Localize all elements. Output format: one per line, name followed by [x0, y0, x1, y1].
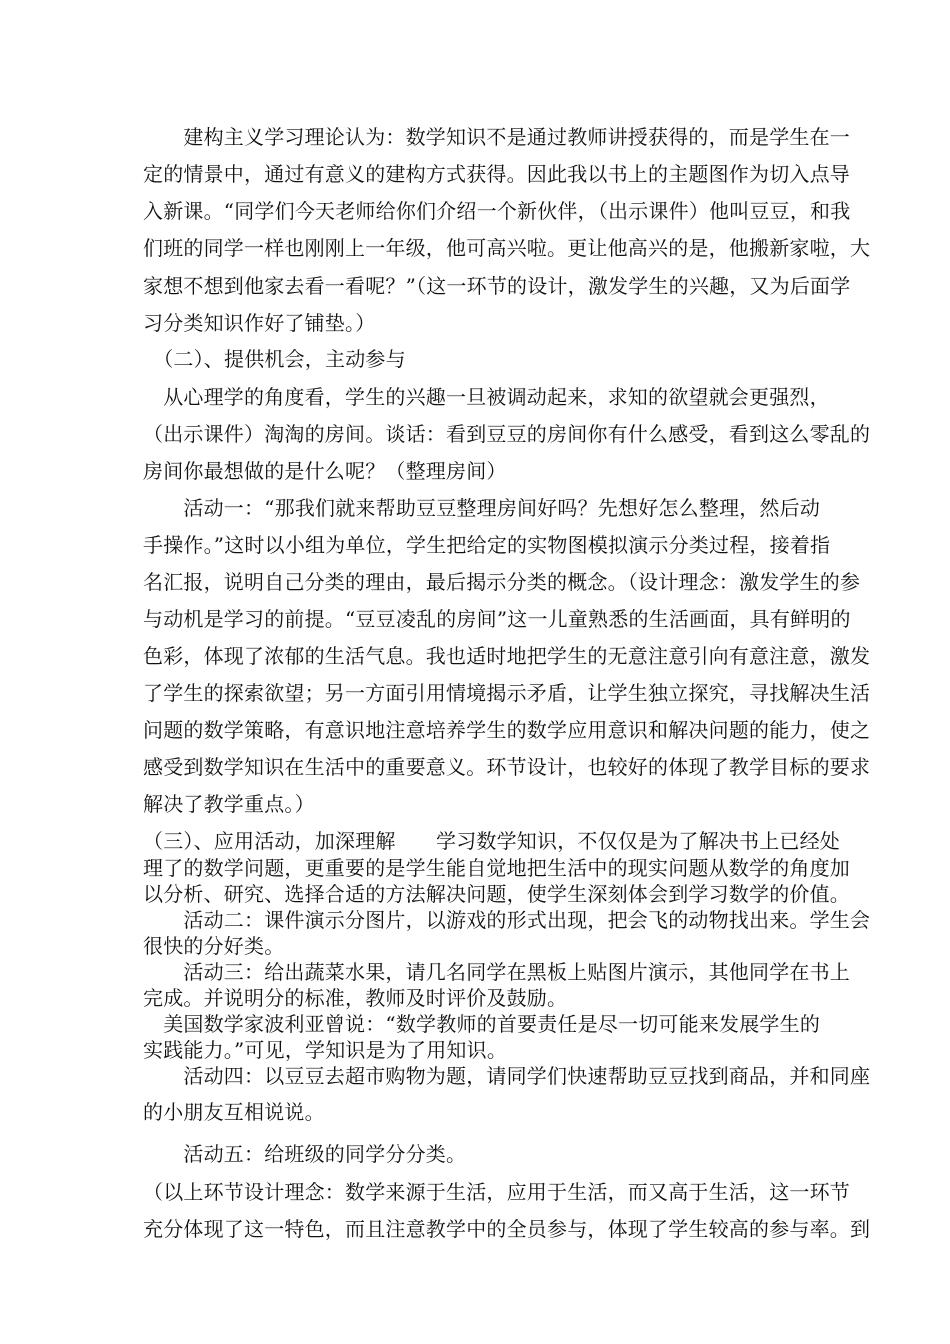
text-line: 的小朋友互相说说。: [143, 1100, 325, 1124]
text-line: （以上环节设计理念：数学来源于生活，应用于生活，而又高于生活，这一环节: [143, 1180, 850, 1204]
text-line: 完成。并说明分的标准，教师及时评价及鼓励。: [143, 986, 568, 1010]
text-line: 家想不想到他家去看一看呢？”（这一环节的设计，激发学生的兴趣，又为后面学: [143, 274, 851, 298]
section-heading: （三）、应用活动，加深理解 学习数学知识，不仅仅是为了解决书上已经处: [143, 829, 840, 853]
text-line: 房间你最想做的是什么呢？（整理房间）: [143, 459, 507, 483]
text-line: 建构主义学习理论认为：数学知识不是通过教师讲授获得的，而是学生在一: [143, 125, 850, 149]
text-line: 色彩，体现了浓郁的生活气息。我也适时地把学生的无意注意引向有意注意，激发: [143, 644, 871, 668]
text-line: 美国数学家波利亚曾说：“数学教师的首要责任是尽一切可能来发展学生的: [143, 1012, 821, 1036]
text-line: 与动机是学习的前提。“豆豆凌乱的房间”这一儿童熟悉的生活画面，具有鲜明的: [143, 607, 851, 631]
text-line: 活动五：给班级的同学分分类。: [143, 1142, 467, 1166]
text-line: 解决了教学重点。）: [143, 792, 315, 816]
text-line: 理了的数学问题，更重要的是学生能自觉地把生活中的现实问题从数学的角度加: [143, 856, 850, 880]
text-line: 以分析、研究、选择合适的方法解决问题，使学生深刻体会到学习数学的价值。: [143, 882, 850, 906]
text-line: 感受到数学知识在生活中的重要意义。环节设计，也较好的体现了教学目标的要求: [143, 755, 871, 779]
text-line: 了学生的探索欲望；另一方面引用情境揭示矛盾，让学生独立探究，寻找解决生活: [143, 681, 871, 705]
text-line: 实践能力。”可见，学知识是为了用知识。: [143, 1038, 508, 1062]
text-line: 问题的数学策略，有意识地注意培养学生的数学应用意识和解决问题的能力，使之: [143, 718, 871, 742]
section-heading: （二）、提供机会，主动参与: [143, 347, 406, 371]
text-line: 充分体现了这一特色，而且注意教学中的全员参与，体现了学生较高的参与率。到: [143, 1217, 871, 1241]
text-line: 手操作。”这时以小组为单位，学生把给定的实物图模拟演示分类过程，接着指: [143, 533, 831, 557]
text-line: 名汇报，说明自己分类的理由，最后揭示分类的概念。（设计理念：激发学生的参: [143, 570, 861, 594]
text-line: （出示课件）淘淘的房间。谈话：看到豆豆的房间你有什么感受，看到这么零乱的: [143, 422, 871, 446]
text-line: 定的情景中，通过有意义的建构方式获得。因此我以书上的主题图作为切入点导: [143, 162, 850, 186]
text-line: 们班的同学一样也刚刚上一年级，他可高兴啦。更让他高兴的是，他搬新家啦，大: [143, 236, 871, 260]
text-line: 从心理学的角度看，学生的兴趣一旦被调动起来，求知的欲望就会更强烈，: [143, 385, 830, 409]
text-line: 活动二：课件演示分图片，以游戏的形式出现，把会飞的动物找出来。学生会: [143, 908, 871, 932]
text-line: 活动四：以豆豆去超市购物为题，请同学们快速帮助豆豆找到商品，并和同座: [143, 1064, 871, 1088]
text-line: 活动三：给出蔬菜水果，请几名同学在黑板上贴图片演示，其他同学在书上: [143, 960, 850, 984]
text-line: 活动一：“那我们就来帮助豆豆整理房间好吗？先想好怎么整理，然后动: [143, 496, 821, 520]
text-line: 习分类知识作好了铺垫。）: [143, 311, 376, 335]
text-line: 入新课。“同学们今天老师给你们介绍一个新伙伴，（出示课件）他叫豆豆，和我: [143, 199, 851, 223]
text-line: 很快的分好类。: [143, 934, 285, 958]
